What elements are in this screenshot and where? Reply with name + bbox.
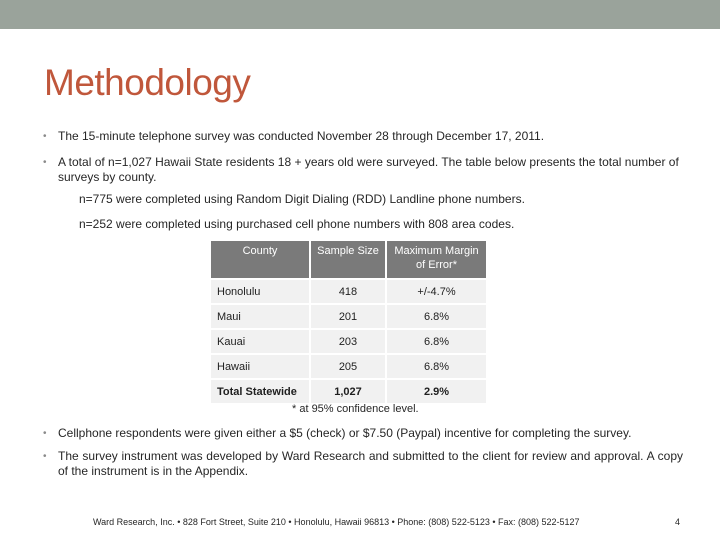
cell-total-label: Total Statewide [211, 380, 311, 403]
cell-sample-size: 201 [311, 305, 387, 328]
cell-county: Honolulu [211, 280, 311, 303]
bullet-marker: • [43, 131, 47, 142]
cell-sample-size: 203 [311, 330, 387, 353]
county-sample-table [211, 239, 486, 405]
cell-county: Maui [211, 305, 311, 328]
table-row [211, 305, 486, 328]
bullet-text: The survey instrument was developed by Ward Research and submitted to the client for review and approval. A copy of the instrument is in the Appendix. [58, 449, 683, 478]
bullet-sample-total [43, 155, 683, 185]
cell-county: Hawaii [211, 355, 311, 378]
cell-total-sample-size: 1,027 [311, 380, 387, 403]
header-county: County [211, 241, 311, 278]
header-band [0, 0, 720, 29]
cell-margin-of-error: 6.8% [387, 355, 486, 378]
table-row [211, 355, 486, 378]
page-number: 4 [675, 517, 681, 527]
slide-title: Methodology [44, 62, 251, 103]
table-row [211, 280, 486, 303]
table-total-row [211, 380, 486, 403]
cell-margin-of-error: 6.8% [387, 305, 486, 328]
bullet-marker: • [43, 451, 47, 462]
subline-landline: n=775 were completed using Random Digit Dialing (RDD) Landline phone numbers. [79, 192, 525, 206]
cell-county: Kauai [211, 330, 311, 353]
bullet-survey-dates [43, 129, 683, 144]
footer-contact: Ward Research, Inc. • 828 Fort Street, Suite 210 • Honolulu, Hawaii 96813 • Phone: (808) 522-5123 • Fax: (808) 522-5127 [93, 517, 580, 527]
table-footnote: * at 95% confidence level. [292, 403, 419, 415]
table-header-row [211, 241, 486, 278]
header-margin-of-error: Maximum Margin of Error* [387, 241, 486, 278]
table-row [211, 330, 486, 353]
cell-sample-size: 205 [311, 355, 387, 378]
bullet-marker: • [43, 157, 47, 168]
cell-margin-of-error: 6.8% [387, 330, 486, 353]
bullet-text: Cellphone respondents were given either a $5 (check) or $7.50 (Paypal) incentive for completing the survey. [58, 426, 632, 440]
cell-margin-of-error: +/-4.7% [387, 280, 486, 303]
bullet-instrument [43, 449, 683, 479]
bullet-marker: • [43, 428, 47, 439]
cell-total-margin-of-error: 2.9% [387, 380, 486, 403]
bullet-text: The 15-minute telephone survey was conducted November 28 through December 17, 2011. [58, 129, 545, 143]
bullet-incentive [43, 426, 683, 441]
subline-cellphone: n=252 were completed using purchased cell phone numbers with 808 area codes. [79, 217, 515, 231]
header-sample-size: Sample Size [311, 241, 387, 278]
cell-sample-size: 418 [311, 280, 387, 303]
bullet-text: A total of n=1,027 Hawaii State residents 18 + years old were surveyed. The table below presents the total number of surveys by county. [58, 155, 679, 184]
